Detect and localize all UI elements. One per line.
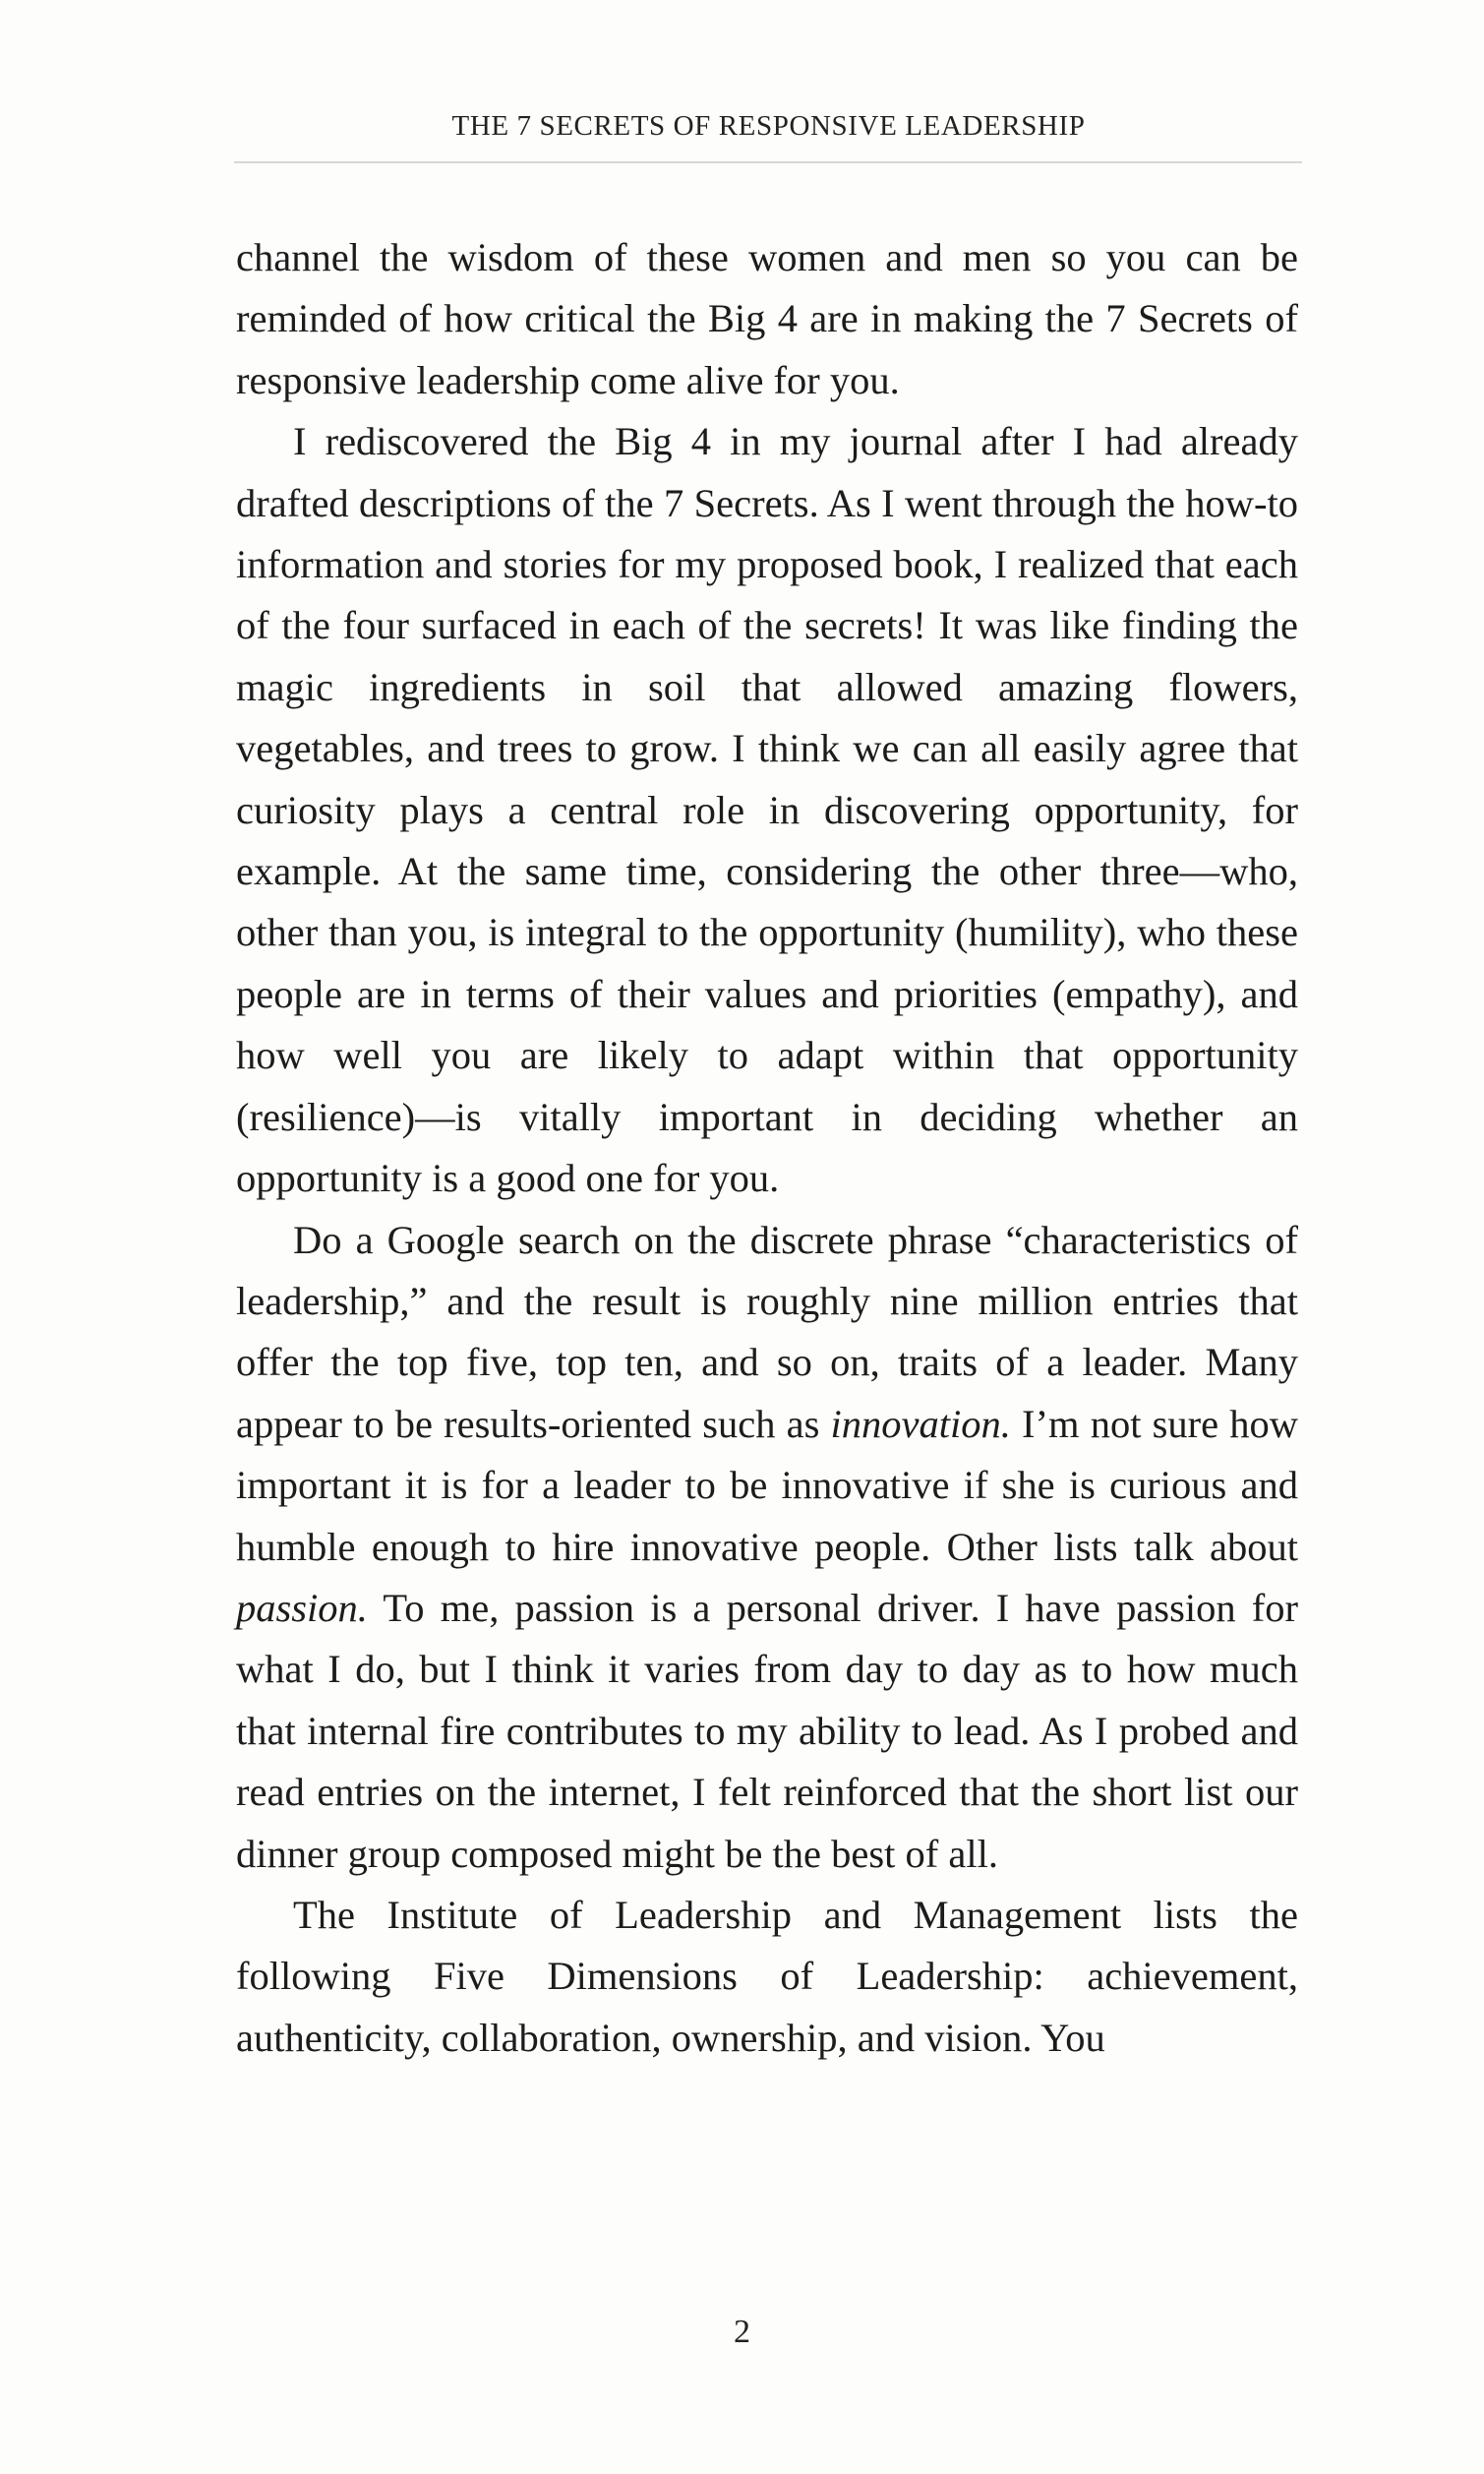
body-text: [236, 227, 1298, 2069]
paragraph-google-search: [236, 1210, 1298, 1885]
paragraph-institute: The Institute of Leadership and Management lists the following Five Dimensions of Leadership: achievement, authenticity, collaboration, ownership, and vision. You: [236, 1892, 1298, 2060]
italic-passion: passion.: [236, 1585, 368, 1630]
page-number: 2: [734, 2314, 750, 2350]
running-head: THE 7 SECRETS OF RESPONSIVE LEADERSHIP: [451, 110, 1086, 142]
paragraph-big-4: I rediscovered the Big 4 in my journal after I had already drafted descriptions of the 7 Secrets. As I went through the how-to information and stories for my proposed book, I realized that each of the four surfaced in each of the secrets! It was like finding the magic ingredients in soil that allowed amazing flowers, vegetables, and trees to grow. I think we can all easily agree that curiosity plays a central role in discovering opportunity, for example. At the same time, considering the other three—who, other than you, is integral to the opportunity (humility), who these people are in terms of their values and priorities (empathy), and how well you are likely to adapt within that opportunity (resilience)—is vitally important in deciding whether an opportunity is a good one for you.: [236, 419, 1298, 1201]
header-rule: [234, 161, 1302, 163]
text-run: I’m not sure how important it is for a leader to be innovative if she is curious and humble enough to hire innovative people. Other lists talk about: [236, 1401, 1298, 1569]
text-run: Do a Google search on the discrete phrase “characteristics of leadership,” and the result is roughly nine million entries that offer the top five, top ten, and so on, traits of a leader. Many appear to be results-oriented such as: [236, 1217, 1298, 1446]
italic-innovation: innovation.: [830, 1401, 1011, 1446]
text-run: To me, passion is a personal driver. I have passion for what I do, but I think it varies from day to day as to how much that internal fire contributes to my ability to lead. As I probed and read entries on the internet, I felt reinforced that the short list our dinner group composed might be the best of all.: [236, 1585, 1298, 1876]
paragraph-continuation: channel the wisdom of these women and men so you can be reminded of how critical the Big 4 are in making the 7 Secrets of responsive leadership come alive for you.: [236, 235, 1298, 402]
